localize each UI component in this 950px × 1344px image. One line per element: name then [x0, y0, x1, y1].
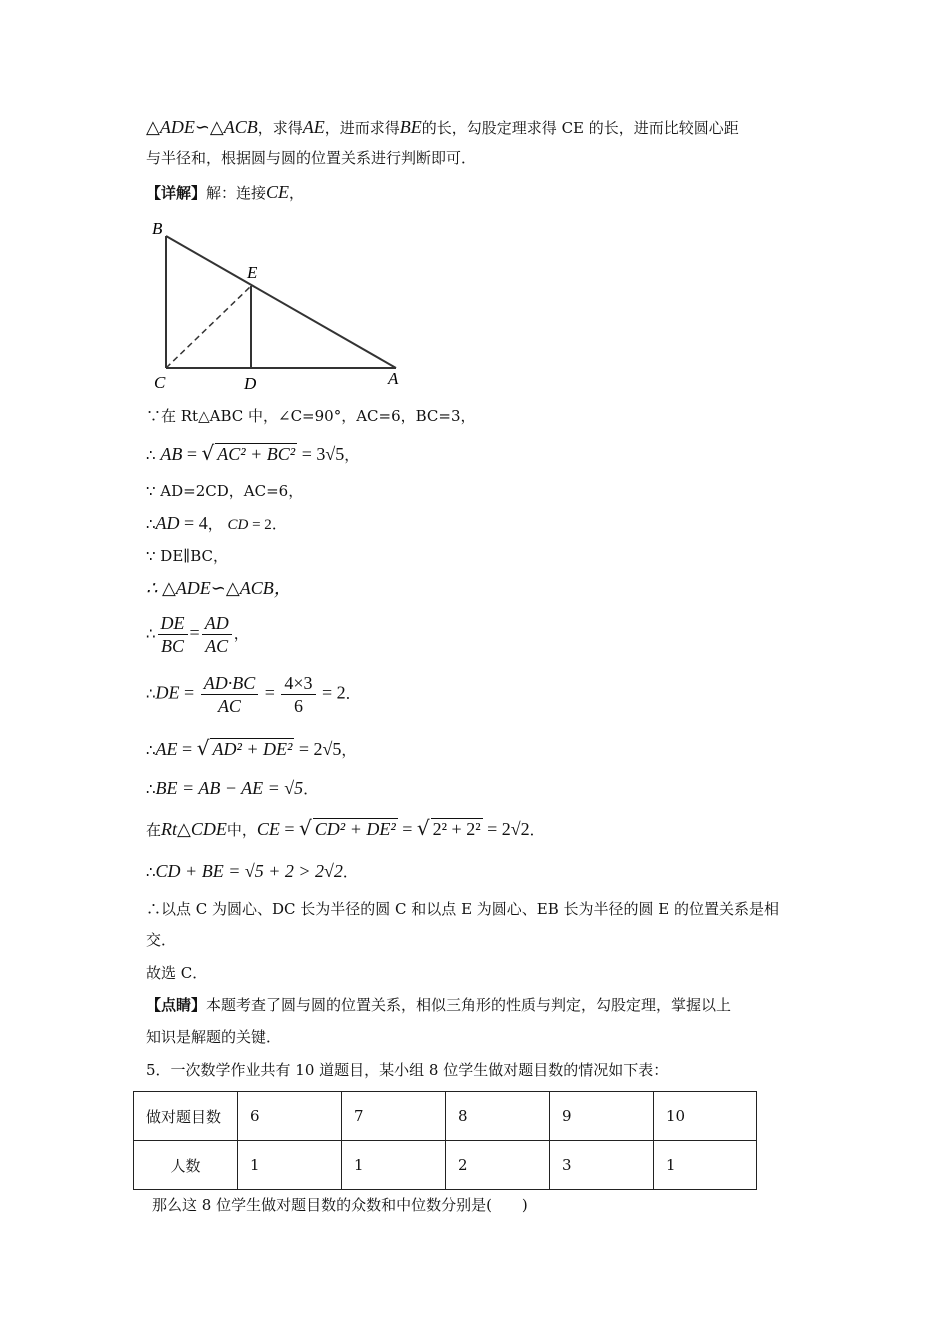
table-row — [134, 1092, 757, 1141]
table-cell: 10 — [654, 1092, 757, 1141]
step-6: ∴ △ADE∽△ACB， — [146, 578, 292, 598]
step-11: 在Rt△CDE中，CE = √ CD² + DE² = √ 2² + 2² = 2√2． — [146, 816, 545, 840]
comment-line-2: 知识是解题的关键． — [146, 1028, 282, 1046]
table-header-correct: 做对题目数 — [134, 1092, 238, 1141]
question-5-stem: 5．一次数学作业共有 10 道题目，某小组 8 位学生做对题目数的情况如下表： — [146, 1061, 669, 1079]
table-cell: 9 — [550, 1092, 654, 1141]
step-8: ∴DE = $\frac{AD\cdot BC}{AC}$ = $\frac{4\times 3}{6}$ = 2． — [146, 673, 361, 716]
label-d: D — [244, 374, 257, 393]
table-cell: 2 — [446, 1141, 550, 1190]
detail-line: 【详解】解：连接CE， — [146, 182, 305, 202]
detail-label: 【详解】 — [146, 184, 207, 202]
step-9: ∴AE = √ AD² + DE² = 2√5， — [146, 736, 357, 760]
step-5: ∵ DE∥BC， — [146, 547, 228, 565]
step-1: ∵在 Rt△ABC 中，∠C=90°，AC=6，BC=3， — [146, 407, 476, 425]
segment-ce-dashed — [166, 286, 251, 368]
step-14: 交． — [146, 931, 177, 949]
triangle-figure — [146, 218, 416, 394]
answers-table — [133, 1091, 757, 1190]
table-row — [134, 1141, 757, 1190]
step-2: ∴ AB = √ AC² + BC² = 3√5， — [146, 441, 360, 465]
intro-line-1: △ADE∽△ACB，求得AE，进而求得BE的长，勾股定理求得 CE 的长，进而比较圆心距 — [146, 117, 739, 137]
question-5-ask: 那么这 8 位学生做对题目数的众数和中位数分别是( ) — [152, 1196, 528, 1214]
step-13: ∴以点 C 为圆心、DC 长为半径的圆 C 和以点 E 为圆心、EB 长为半径的圆 E 的位置关系是相 — [146, 900, 780, 918]
segment-ba — [166, 236, 396, 368]
table-cell: 1 — [342, 1141, 446, 1190]
table-cell: 7 — [342, 1092, 446, 1141]
similar-triangles: △ADE∽△ACB — [146, 117, 258, 137]
label-e: E — [247, 263, 258, 282]
step-4: ∴AD = 4， CD = 2． — [146, 513, 287, 533]
comment-label: 【点睛】 — [146, 996, 207, 1014]
step-12: ∴CD + BE = √5 + 2 > 2√2． — [146, 861, 358, 881]
step-3: ∵ AD=2CD，AC=6， — [146, 482, 304, 500]
table-cell: 1 — [654, 1141, 757, 1190]
intro-line-2: 与半径和，根据圆与圆的位置关系进行判断即可． — [146, 149, 477, 167]
label-c: C — [154, 373, 166, 392]
table-header-count: 人数 — [134, 1141, 238, 1190]
table-cell: 8 — [446, 1092, 550, 1141]
table-cell: 1 — [238, 1141, 342, 1190]
label-b: B — [152, 219, 163, 238]
step-15: 故选 C． — [146, 964, 208, 982]
step-10: ∴BE = AB − AE = √5． — [146, 778, 319, 798]
comment-line-1: 【点睛】本题考查了圆与圆的位置关系，相似三角形的性质与判定，勾股定理，掌握以上 — [146, 996, 732, 1014]
label-a: A — [388, 369, 399, 388]
step-7: ∴ $\frac{DE}{BC}$ = $\frac{AD}{AC}$ ， — [146, 613, 249, 656]
table-cell: 6 — [238, 1092, 342, 1141]
table-cell: 3 — [550, 1141, 654, 1190]
